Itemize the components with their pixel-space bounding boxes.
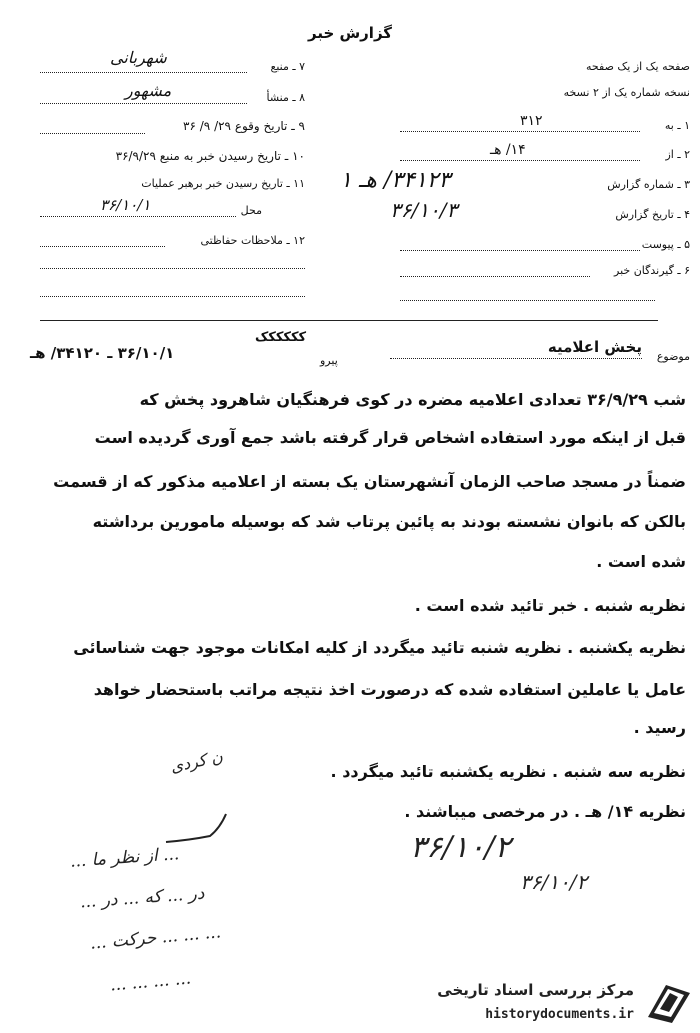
body-line-7: نظریه یکشنبه . نظریه شنبه تائید میگردد از کلیه امکانات موجود جهت شناسائی (73, 638, 686, 657)
body-line-2: قبل از اینکه مورد استفاده اشخاص قرار گرفته باشد جمع آوری گردیده است (94, 428, 686, 447)
footer-org-name: مرکز بررسی اسناد تاریخی (437, 981, 634, 999)
body-line-6: نظریه شنبه . خبر تائید شده است . (414, 596, 686, 615)
left-field-origin (40, 81, 305, 109)
signature-sub: ۳۶/۱۰/۲ (520, 870, 588, 894)
origin-value: مشهور (125, 81, 172, 100)
from-value: ۱۴/ هـ (490, 142, 526, 158)
left-field-security-notes (40, 230, 305, 252)
attachment-label: ۵ ـ پیوست (641, 238, 690, 251)
to-label: ۱ ـ به (664, 119, 690, 132)
occurrence-date-label: ۹ ـ تاریخ وقوع ۲۹/ ۹/ ۳۶ (183, 119, 305, 133)
ops-received-label: ۱۱ ـ تاریخ رسیدن خبر برهبر عملیات (141, 177, 305, 190)
right-field-copy (390, 82, 690, 104)
body-line-1: شب ۳۶/۹/۲۹ تعدادی اعلامیه مضره در کوی فرهنگیان شاهرود پخش که (139, 390, 686, 409)
left-field-place (40, 196, 262, 222)
reference-value: ۳۶/۱۰/۱ ـ ۳۴۱۲۰/ هـ (30, 344, 175, 362)
body-line-5: شده است . (596, 552, 686, 571)
report-title: گزارش خبر (307, 24, 393, 42)
subject-row (20, 330, 690, 370)
copy-label: نسخه شماره یک از ۲ نسخه (563, 86, 690, 99)
footer-watermark (400, 975, 700, 1033)
body-line-11: نظریه ۱۴/ هـ . در مرخصی میباشند . (404, 802, 686, 821)
right-field-report-number (340, 168, 690, 196)
left-blank-line-2 (40, 296, 305, 297)
subject-label: موضوع (656, 350, 690, 363)
left-field-ops-received (40, 175, 305, 197)
report-number-label: ۳ ـ شماره گزارش (607, 178, 690, 191)
source-value: شهربانی (110, 48, 167, 67)
handwritten-note-line-3: ... ... ... حرکت ... (89, 922, 222, 954)
left-field-source-received (18, 147, 305, 169)
report-date-value: ۳۶/۱۰/۳ (390, 198, 458, 222)
source-received-label: ۱۰ ـ تاریخ رسیدن خبر به منبع ۳۶/۹/۲۹ (115, 149, 305, 163)
place-value: ۳۶/۱۰/۱ (100, 196, 151, 214)
security-notes-label: ۱۲ ـ ملاحظات حفاظتی (200, 234, 305, 247)
report-date-label: ۴ ـ تاریخ گزارش (615, 208, 690, 221)
header-separator (40, 320, 658, 321)
reference-label: پیرو (320, 354, 338, 367)
right-blank-line (400, 300, 655, 301)
origin-label: ۸ ـ منشأ (266, 91, 305, 104)
right-field-to (390, 113, 690, 137)
footer-site: historydocuments.ir (485, 1007, 634, 1022)
source-label: ۷ ـ منبع (270, 60, 305, 73)
handwritten-note-top: ن کردی (168, 746, 225, 777)
from-label: ۲ ـ از (665, 148, 690, 161)
to-value: ۳۱۲ (520, 113, 543, 129)
subject-stamp: کککککک (255, 330, 307, 345)
right-field-attachment (390, 234, 690, 256)
right-field-page (390, 56, 690, 78)
handwritten-note-line-2: در ... که ... در ... (79, 883, 205, 913)
left-field-source (40, 48, 305, 78)
subject-value: پخش اعلامیه (547, 338, 642, 356)
right-field-recipients (390, 260, 690, 282)
body-line-3: ضمناً در مسجد صاحب الزمان آنشهرستان یک بسته از اعلامیه مذکور که از قسمت (53, 472, 686, 491)
right-field-from (390, 142, 690, 166)
handwritten-note-line-1: ... از نظر ما ... (69, 844, 180, 872)
signature-date: ۳۶/۱۰/۲ (410, 830, 511, 865)
body-line-8: عامل یا عاملین استفاده شده که درصورت اخذ نتیجه مراتب باستحضار خواهد (93, 680, 686, 699)
book-pen-logo-icon (644, 979, 694, 1025)
right-field-report-date (340, 198, 690, 226)
left-field-occurrence-date (40, 117, 305, 139)
body-line-4: بالکن که بانوان نشسته بودند به پائین پرتاب شد که بوسیله مامورین برداشته (92, 512, 686, 531)
body-line-10: نظریه سه شنبه . نظریه یکشنبه تائید میگردد . (330, 762, 686, 781)
page-label: صفحه یک از یک صفحه (586, 60, 690, 73)
report-number-value: ۳۴۱۲۳/ هـ ۱ (340, 168, 451, 193)
body-line-9: رسید . (633, 718, 686, 737)
recipients-label: ۶ ـ گیرندگان خبر (614, 264, 690, 277)
left-blank-line-1 (40, 268, 305, 269)
place-label: محل (240, 204, 262, 217)
handwritten-note-line-4: ... ... ... ... (109, 968, 192, 996)
